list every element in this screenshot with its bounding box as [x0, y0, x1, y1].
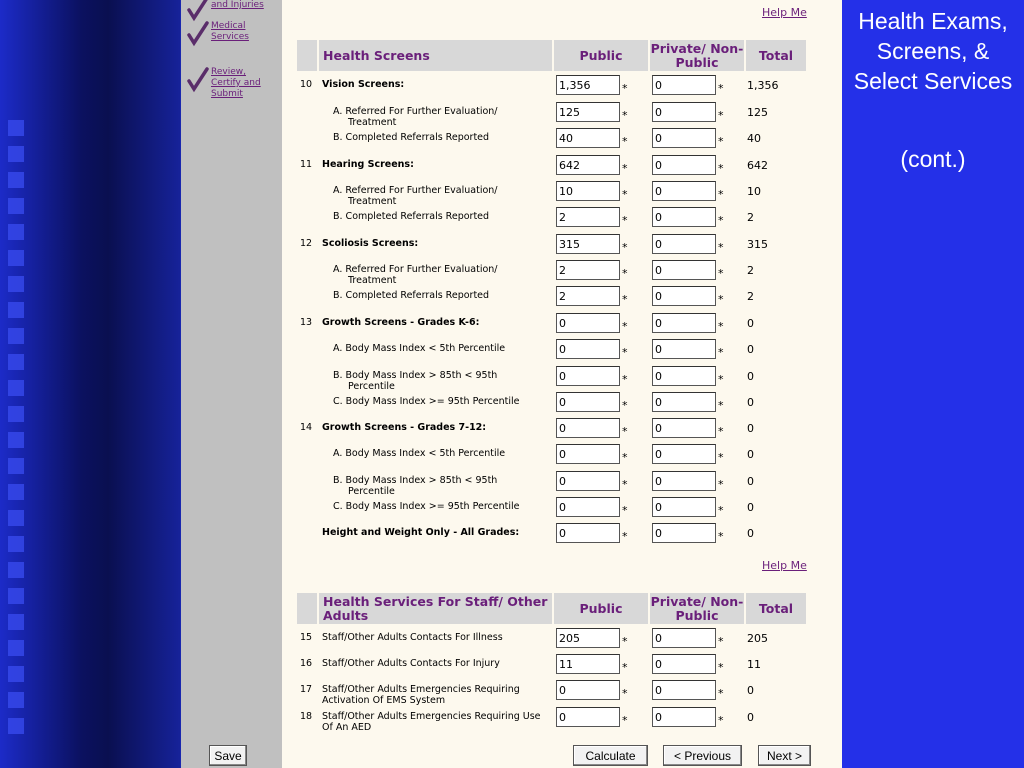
table-row [297, 286, 817, 312]
row-total: 40 [747, 132, 761, 145]
public-count-input[interactable] [556, 286, 620, 306]
public-count-input[interactable] [556, 313, 620, 333]
row-total: 1,356 [747, 79, 779, 92]
next-button[interactable]: Next > [758, 745, 811, 766]
row-label: C. Body Mass Index >= 95th Percentile [333, 396, 520, 407]
required-marker: * [622, 425, 628, 438]
required-marker: * [622, 478, 628, 491]
required-marker: * [622, 346, 628, 359]
public-count-input[interactable] [556, 155, 620, 175]
sidebar-item-medical-services[interactable] [187, 21, 273, 47]
row-label: Staff/Other Adults Emergencies Requiring Use Of An AED [322, 711, 541, 733]
row-total: 0 [747, 501, 754, 514]
required-marker: * [718, 241, 724, 254]
private-count-input[interactable] [652, 392, 716, 412]
private-count-input[interactable] [652, 628, 716, 648]
header-private: Private/ Non-Public [650, 593, 744, 623]
save-button[interactable]: Save [209, 745, 247, 766]
row-number: 16 [300, 658, 313, 669]
public-count-input[interactable] [556, 392, 620, 412]
public-count-input[interactable] [556, 628, 620, 648]
slide-title: Health Exams, Screens, & Select Services [853, 8, 1013, 94]
row-label: Staff/Other Adults Emergencies Requiring Activation Of EMS System [322, 684, 520, 706]
background-left [0, 0, 180, 768]
table-row [297, 128, 817, 154]
required-marker: * [622, 214, 628, 227]
row-label: A. Referred For Further Evaluation/ Treatment [333, 264, 498, 286]
header-label: Health Screens [319, 40, 552, 71]
sidebar-item-label[interactable]: and Injuries [211, 0, 264, 10]
required-marker: * [718, 320, 724, 333]
public-count-input[interactable] [556, 418, 620, 438]
sidebar-item-injuries[interactable] [187, 0, 273, 22]
slide-subtitle: (cont.) [900, 146, 966, 172]
table-row [297, 471, 817, 497]
sidebar [181, 0, 282, 768]
required-marker: * [718, 188, 724, 201]
private-count-input[interactable] [652, 366, 716, 386]
private-count-input[interactable] [652, 102, 716, 122]
private-count-input[interactable] [652, 707, 716, 727]
row-label: B. Body Mass Index > 85th < 95th Percentile [333, 475, 498, 497]
row-label: Vision Screens: [322, 79, 405, 90]
public-count-input[interactable] [556, 128, 620, 148]
table-row [297, 155, 817, 181]
required-marker: * [622, 162, 628, 175]
required-marker: * [622, 504, 628, 517]
public-count-input[interactable] [556, 680, 620, 700]
header-public: Public [554, 593, 648, 624]
public-count-input[interactable] [556, 497, 620, 517]
row-label: A. Body Mass Index < 5th Percentile [333, 448, 506, 459]
required-marker: * [622, 135, 628, 148]
table-row [297, 313, 817, 339]
required-marker: * [718, 530, 724, 543]
table-row [297, 234, 817, 260]
row-total: 0 [747, 448, 754, 461]
required-marker: * [718, 399, 724, 412]
table-row [297, 75, 817, 101]
row-total: 0 [747, 684, 754, 697]
table-row [297, 418, 817, 444]
row-label: Staff/Other Adults Contacts For Injury [322, 658, 500, 669]
table-row [297, 102, 817, 128]
public-count-input[interactable] [556, 75, 620, 95]
required-marker: * [718, 504, 724, 517]
sidebar-item-review-submit[interactable] [187, 67, 273, 100]
required-marker: * [622, 109, 628, 122]
private-count-input[interactable] [652, 155, 716, 175]
row-total: 0 [747, 396, 754, 409]
checkmark-icon [187, 67, 209, 93]
required-marker: * [718, 635, 724, 648]
previous-button[interactable]: < Previous [663, 745, 742, 766]
row-label: B. Completed Referrals Reported [333, 290, 490, 301]
row-total: 0 [747, 475, 754, 488]
row-label: Growth Screens - Grades 7-12: [322, 422, 487, 433]
required-marker: * [718, 451, 724, 464]
row-label: Hearing Screens: [322, 159, 414, 170]
title-panel [842, 0, 1024, 768]
table-row [297, 260, 817, 286]
row-number: 14 [300, 422, 313, 433]
row-total: 10 [747, 185, 761, 198]
private-count-input[interactable] [652, 523, 716, 543]
row-total: 2 [747, 264, 754, 277]
row-total: 0 [747, 343, 754, 356]
row-number: 18 [300, 711, 313, 722]
row-number: 10 [300, 79, 313, 90]
row-total: 0 [747, 711, 754, 724]
public-count-input[interactable] [556, 181, 620, 201]
required-marker: * [622, 687, 628, 700]
public-count-input[interactable] [556, 707, 620, 727]
row-total: 11 [747, 658, 761, 671]
header-public: Public [554, 40, 648, 71]
required-marker: * [718, 293, 724, 306]
required-marker: * [622, 399, 628, 412]
required-marker: * [622, 451, 628, 464]
row-label: B. Body Mass Index > 85th < 95th Percentile [333, 370, 498, 392]
row-total: 0 [747, 370, 754, 383]
header-total: Total [746, 593, 806, 624]
row-label: Height and Weight Only - All Grades: [322, 527, 520, 538]
private-count-input[interactable] [652, 181, 716, 201]
row-label: Staff/Other Adults Contacts For Illness [322, 632, 503, 643]
private-count-input[interactable] [652, 654, 716, 674]
staff-table-header [297, 593, 808, 624]
required-marker: * [622, 661, 628, 674]
row-total: 205 [747, 632, 768, 645]
required-marker: * [718, 267, 724, 280]
required-marker: * [622, 320, 628, 333]
private-count-input[interactable] [652, 680, 716, 700]
calculate-button[interactable]: Calculate [573, 745, 648, 766]
help-link[interactable]: Help Me [762, 559, 807, 572]
row-number: 11 [300, 159, 313, 170]
row-label: A. Body Mass Index < 5th Percentile [333, 343, 506, 354]
public-count-input[interactable] [556, 471, 620, 491]
private-count-input[interactable] [652, 75, 716, 95]
required-marker: * [622, 373, 628, 386]
required-marker: * [718, 162, 724, 175]
required-marker: * [622, 241, 628, 254]
required-marker: * [718, 425, 724, 438]
header-label: Health Services For Staff/ Other Adults [319, 593, 552, 624]
required-marker: * [718, 373, 724, 386]
private-count-input[interactable] [652, 128, 716, 148]
header-private: Private/ Non-Public [650, 40, 744, 70]
required-marker: * [622, 82, 628, 95]
table-row [297, 339, 817, 365]
public-count-input[interactable] [556, 444, 620, 464]
private-count-input[interactable] [652, 207, 716, 227]
row-label: A. Referred For Further Evaluation/ Treatment [333, 106, 498, 128]
row-label: Scoliosis Screens: [322, 238, 419, 249]
required-marker: * [718, 346, 724, 359]
header-total: Total [746, 40, 806, 71]
table-row [297, 654, 817, 680]
row-total: 2 [747, 290, 754, 303]
decorative-squares [8, 120, 26, 744]
row-label: C. Body Mass Index >= 95th Percentile [333, 501, 520, 512]
public-count-input[interactable] [556, 260, 620, 280]
row-number: 17 [300, 684, 313, 695]
screens-table-header [297, 40, 808, 71]
required-marker: * [718, 82, 724, 95]
row-total: 642 [747, 159, 768, 172]
private-count-input[interactable] [652, 339, 716, 359]
sidebar-item-label[interactable]: Review, Certify and Submit [211, 67, 261, 99]
public-count-input[interactable] [556, 339, 620, 359]
row-total: 125 [747, 106, 768, 119]
row-number: 15 [300, 632, 313, 643]
required-marker: * [718, 135, 724, 148]
table-row [297, 680, 817, 706]
row-label: A. Referred For Further Evaluation/ Treatment [333, 185, 498, 207]
row-number: 12 [300, 238, 313, 249]
table-row [297, 707, 817, 733]
required-marker: * [718, 109, 724, 122]
row-label: B. Completed Referrals Reported [333, 211, 490, 222]
required-marker: * [718, 687, 724, 700]
row-total: 0 [747, 317, 754, 330]
table-row [297, 392, 817, 418]
public-count-input[interactable] [556, 102, 620, 122]
table-row [297, 444, 817, 470]
table-row [297, 207, 817, 233]
table-row [297, 628, 817, 654]
private-count-input[interactable] [652, 418, 716, 438]
row-number: 13 [300, 317, 313, 328]
required-marker: * [718, 478, 724, 491]
required-marker: * [622, 188, 628, 201]
private-count-input[interactable] [652, 286, 716, 306]
table-row [297, 523, 817, 549]
public-count-input[interactable] [556, 366, 620, 386]
table-row [297, 366, 817, 392]
public-count-input[interactable] [556, 654, 620, 674]
row-total: 0 [747, 422, 754, 435]
row-label: B. Completed Referrals Reported [333, 132, 490, 143]
public-count-input[interactable] [556, 523, 620, 543]
help-link[interactable]: Help Me [762, 6, 807, 19]
required-marker: * [622, 714, 628, 727]
required-marker: * [622, 530, 628, 543]
private-count-input[interactable] [652, 497, 716, 517]
row-total: 2 [747, 211, 754, 224]
required-marker: * [622, 293, 628, 306]
required-marker: * [622, 635, 628, 648]
private-count-input[interactable] [652, 313, 716, 333]
private-count-input[interactable] [652, 260, 716, 280]
required-marker: * [718, 661, 724, 674]
private-count-input[interactable] [652, 444, 716, 464]
required-marker: * [622, 267, 628, 280]
row-label: Growth Screens - Grades K-6: [322, 317, 480, 328]
private-count-input[interactable] [652, 471, 716, 491]
required-marker: * [718, 214, 724, 227]
private-count-input[interactable] [652, 234, 716, 254]
checkmark-icon [187, 0, 209, 22]
table-row [297, 181, 817, 207]
public-count-input[interactable] [556, 234, 620, 254]
row-total: 315 [747, 238, 768, 251]
sidebar-item-label[interactable]: Medical Services [211, 21, 249, 42]
public-count-input[interactable] [556, 207, 620, 227]
row-total: 0 [747, 527, 754, 540]
checkmark-icon [187, 21, 209, 47]
table-row [297, 497, 817, 523]
required-marker: * [718, 714, 724, 727]
